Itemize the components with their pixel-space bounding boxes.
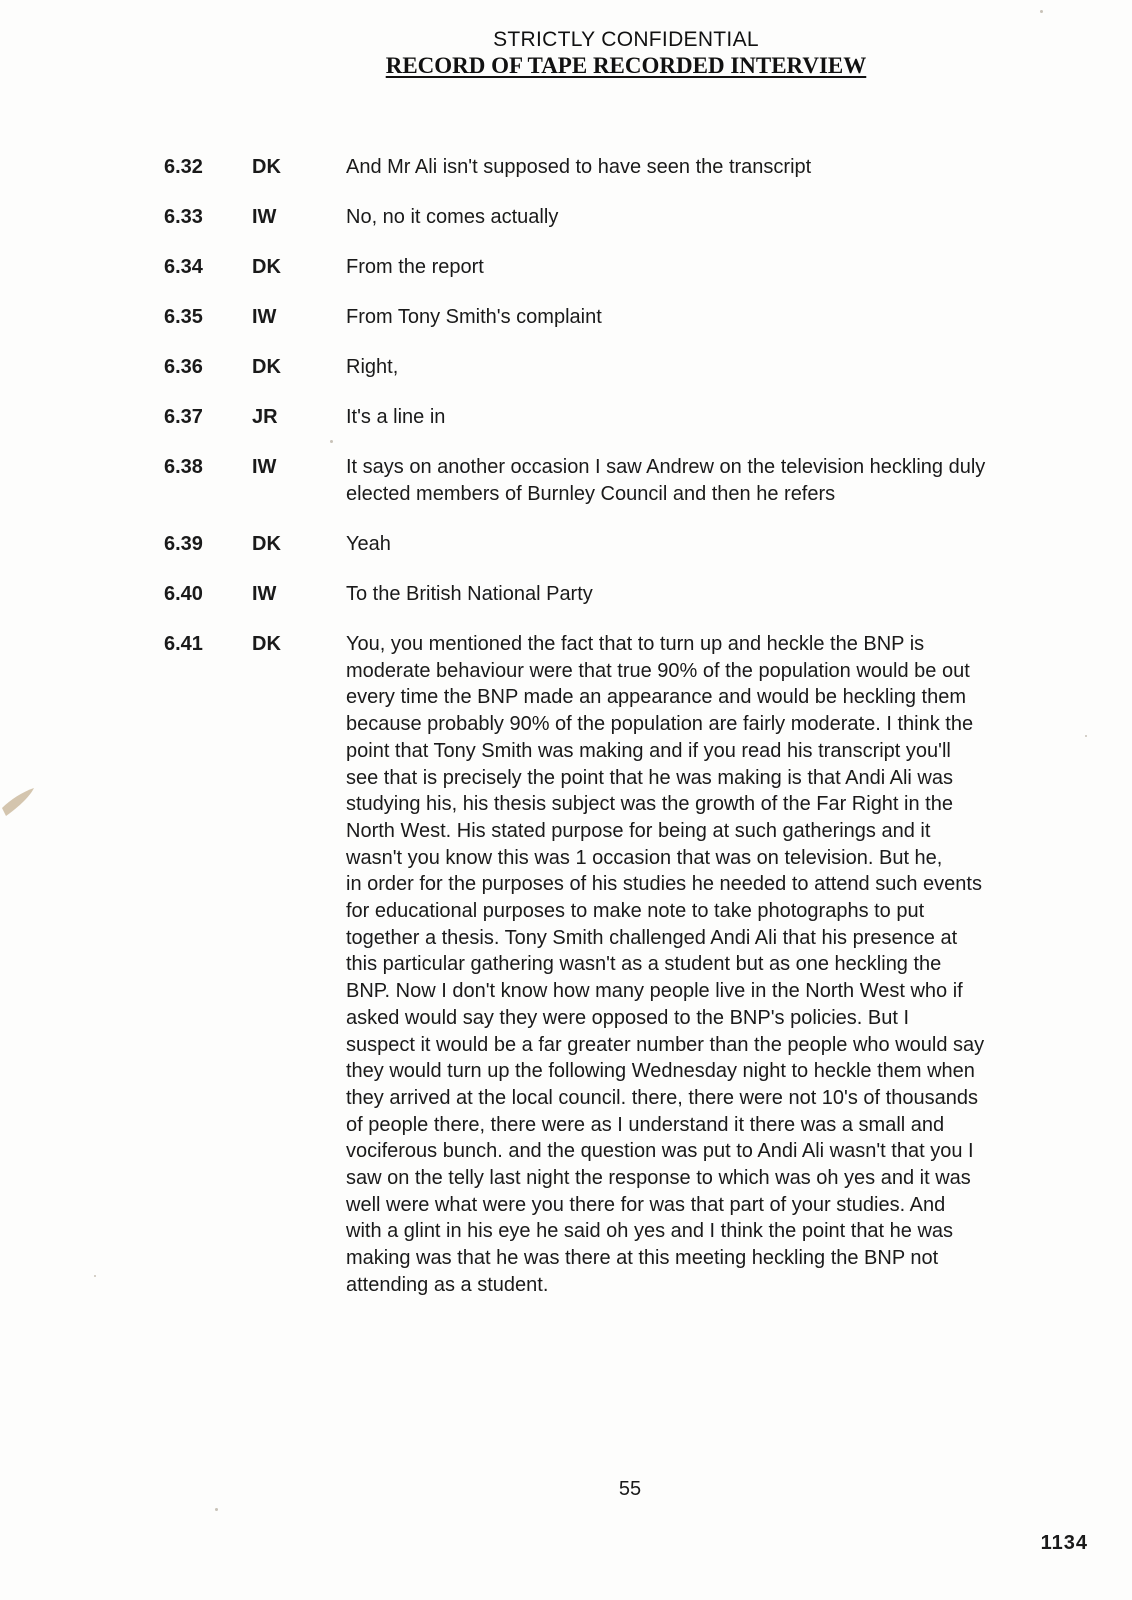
speaker-code: DK <box>252 156 281 178</box>
row-text: No, no it comes actually <box>346 206 559 228</box>
transcript-row <box>164 254 1104 281</box>
row-text: From the report <box>346 256 484 278</box>
row-number: 6.33 <box>164 206 203 228</box>
row-number: 6.37 <box>164 406 203 428</box>
scan-speck <box>1085 735 1087 737</box>
transcript-row <box>164 631 1104 1299</box>
speaker-code: DK <box>252 256 281 278</box>
row-text: It's a line in <box>346 406 446 428</box>
speaker-code: IW <box>252 583 277 605</box>
speaker-code: DK <box>252 533 281 555</box>
row-number: 6.38 <box>164 456 203 478</box>
scan-speck <box>94 1275 96 1277</box>
transcript-row <box>164 204 1104 231</box>
speaker-code: JR <box>252 406 278 428</box>
transcript-row <box>164 581 1104 608</box>
row-number: 6.36 <box>164 356 203 378</box>
row-number: 6.34 <box>164 256 203 278</box>
scan-speck <box>330 440 333 443</box>
speaker-code: IW <box>252 306 277 328</box>
row-number: 6.35 <box>164 306 203 328</box>
row-number: 6.39 <box>164 533 203 555</box>
document-id: 1134 <box>1040 1532 1088 1554</box>
confidential-heading: STRICTLY CONFIDENTIAL <box>493 28 759 51</box>
speaker-code: IW <box>252 456 277 478</box>
row-text: Yeah <box>346 533 391 555</box>
transcript-row <box>164 531 1104 558</box>
document-header <box>0 28 1132 79</box>
row-text: And Mr Ali isn't supposed to have seen the transcript <box>346 156 812 178</box>
page-number: 55 <box>618 1478 642 1500</box>
record-title: RECORD OF TAPE RECORDED INTERVIEW <box>385 53 867 78</box>
row-text: Right, <box>346 356 399 378</box>
row-text: It says on another occasion I saw Andrew on the television heckling duly elected members of Burnley Council and then he refers <box>346 456 986 505</box>
row-text: To the British National Party <box>346 583 593 605</box>
speaker-code: DK <box>252 356 281 378</box>
row-text: You, you mentioned the fact that to turn up and heckle the BNP is moderate behaviour were that true 90% of the population would be out every time the BNP made an appearance and would be heckling them because probably 90% of the population are fairly moderate. I think the point that Tony Smith was making and if you read his transcript you'll see that is precisely the point that he was making is that Andi Ali was studying his, his thesis subject was the growth of the Far Right in the North West. His stated purpose for being at such gatherings and it wasn't you know this was 1 occasion that was on television. But he, in order for the purposes of his studies he needed to attend such events for educational purposes to make note to take photographs to put together a thesis. Tony Smith challenged Andi Ali that his presence at this particular gathering wasn't as a student but as one heckling the BNP. Now I don't know how many people live in the North West who if asked would say they were opposed to the BNP's policies. But I suspect it would be a far greater number than the people who would say they would turn up the following Wednesday night to heckle them when they arrived at the local council. there, there were not 10's of thousands of people there, there were as I understand it there was a small and vociferous bunch. and the question was put to Andi Ali wasn't that you I saw on the telly last night the response to which was oh yes and it was well were what were you there for was that part of your studies. And with a glint in his eye he said oh yes and I think the point that he was making was that he was there at this meeting heckling the BNP not attending as a student. <box>346 633 985 1296</box>
row-number: 6.32 <box>164 156 203 178</box>
transcript-row <box>164 404 1104 431</box>
transcript-row <box>164 304 1104 331</box>
row-number: 6.41 <box>164 633 203 655</box>
transcript-row <box>164 154 1104 181</box>
scan-speck <box>215 1508 218 1511</box>
transcript-row <box>164 454 1104 508</box>
transcript-rows <box>164 154 1104 1322</box>
row-number: 6.40 <box>164 583 203 605</box>
speaker-code: DK <box>252 633 281 655</box>
transcript-row <box>164 354 1104 381</box>
speaker-code: IW <box>252 206 277 228</box>
scan-smudge-mark <box>0 786 38 822</box>
scan-speck <box>1040 10 1043 13</box>
row-text: From Tony Smith's complaint <box>346 306 602 328</box>
